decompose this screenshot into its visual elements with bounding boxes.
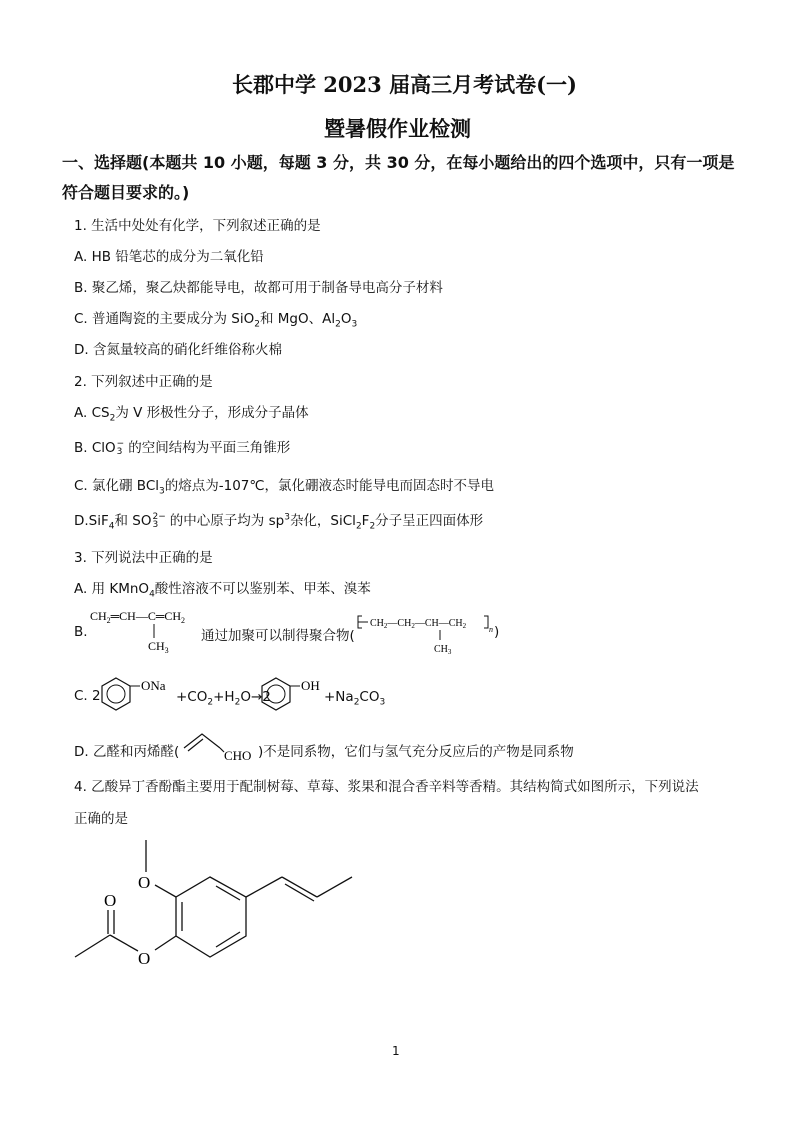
svg-text:CH2—CH2—CH—CH2: $CH_2—CH_2—CH—CH_2$ <box>370 618 467 630</box>
q3-option-c-end: $+Na_2CO_3$ <box>324 689 386 708</box>
svg-text:ONa: ONa <box>141 678 166 693</box>
svg-text:O: O <box>104 891 117 910</box>
q3-option-d-pre: D. 乙醛和丙烯醛( <box>74 744 180 760</box>
q2-option-c: C. 氯化硼 BCl$_3$的熔点为-107℃，氯化硼液态时能导电而固态时不导电 <box>74 478 495 497</box>
svg-text:OH: OH <box>301 678 320 693</box>
q3-option-b-end: ) <box>494 624 500 640</box>
q2-option-b: B. ClO− 3 的空间结构为平面三角锥形 <box>74 439 291 457</box>
q2-option-d: D.SiF$_4$和 SO2− 3 的中心原子均为 $sp^3$杂化，$SiCl_2F_2$分子呈正四面体形 <box>74 512 484 532</box>
acrolein-structure <box>180 728 260 762</box>
svg-text:O: O <box>138 949 151 968</box>
page-number: 1 <box>392 1044 400 1058</box>
q4-stem-line2: 正确的是 <box>74 811 128 827</box>
svg-text:CHO: CHO <box>224 748 252 762</box>
section-heading-line2: 符合题目要求的。) <box>62 183 190 202</box>
svg-text:CH3: $CH_3$ <box>148 639 169 655</box>
page-subtitle: 暨暑假作业检测 <box>324 116 471 141</box>
q3-option-b-text: 通过加聚可以制得聚合物( <box>201 628 355 644</box>
section-heading-line1: 一、选择题(本题共 10 小题，每题 3 分，共 30 分，在每小题给出的四个选项中，只有一项是 <box>62 153 735 172</box>
isoprene-structure <box>88 606 204 656</box>
q3-option-b-label: B. <box>74 624 88 640</box>
q4-stem-line1: 4. 乙酸异丁香酚酯主要用于配制树莓、草莓、浆果和混合香辛料等香精。其结构简式如图所示，下列说法 <box>74 779 699 795</box>
q2-option-a: A. $CS_2$为 V 形极性分子，形成分子晶体 <box>74 405 309 424</box>
q3-stem: 3. 下列说法中正确的是 <box>74 550 213 566</box>
svg-text:CH2═CH—C═CH2: $CH_2═CH—C═CH_2$ <box>90 609 186 625</box>
q1-option-b: B. 聚乙烯，聚乙炔都能导电，故都可用于制备导电高分子材料 <box>74 280 443 296</box>
q3-option-c-label: C. 2 <box>74 688 101 704</box>
sodium-phenoxide-structure <box>96 670 176 720</box>
page-title: 长郡中学 2023 届高三月考试卷(一) <box>232 72 577 97</box>
q1-option-c: C. 普通陶瓷的主要成分为 SiO$_2$和 MgO、$Al_2O_3$ <box>74 311 358 330</box>
q2-stem: 2. 下列叙述中正确的是 <box>74 374 213 390</box>
q3-option-d-post: )不是同系物，它们与氢气充分反应后的产物是同系物 <box>258 744 574 760</box>
svg-text:O: O <box>138 873 151 892</box>
q3-option-a: A. 用 KMnO$_4$酸性溶液不可以鉴别苯、甲苯、溴苯 <box>74 581 371 600</box>
q1-option-d: D. 含氮量较高的硝化纤维俗称火棉 <box>74 342 282 358</box>
svg-text:CH3: $CH_3$ <box>434 644 452 656</box>
q1-stem: 1. 生活中处处有化学，下列叙述正确的是 <box>74 218 321 234</box>
isoeugenol-acetate-structure <box>60 830 380 980</box>
q3-option-c-middle: $+CO_2+H_2O\to 2$ <box>176 689 271 708</box>
q1-option-a: A. HB 铅笔芯的成分为二氧化铅 <box>74 249 264 265</box>
polymer-structure <box>356 608 496 656</box>
svg-text:n: n <box>489 625 493 634</box>
